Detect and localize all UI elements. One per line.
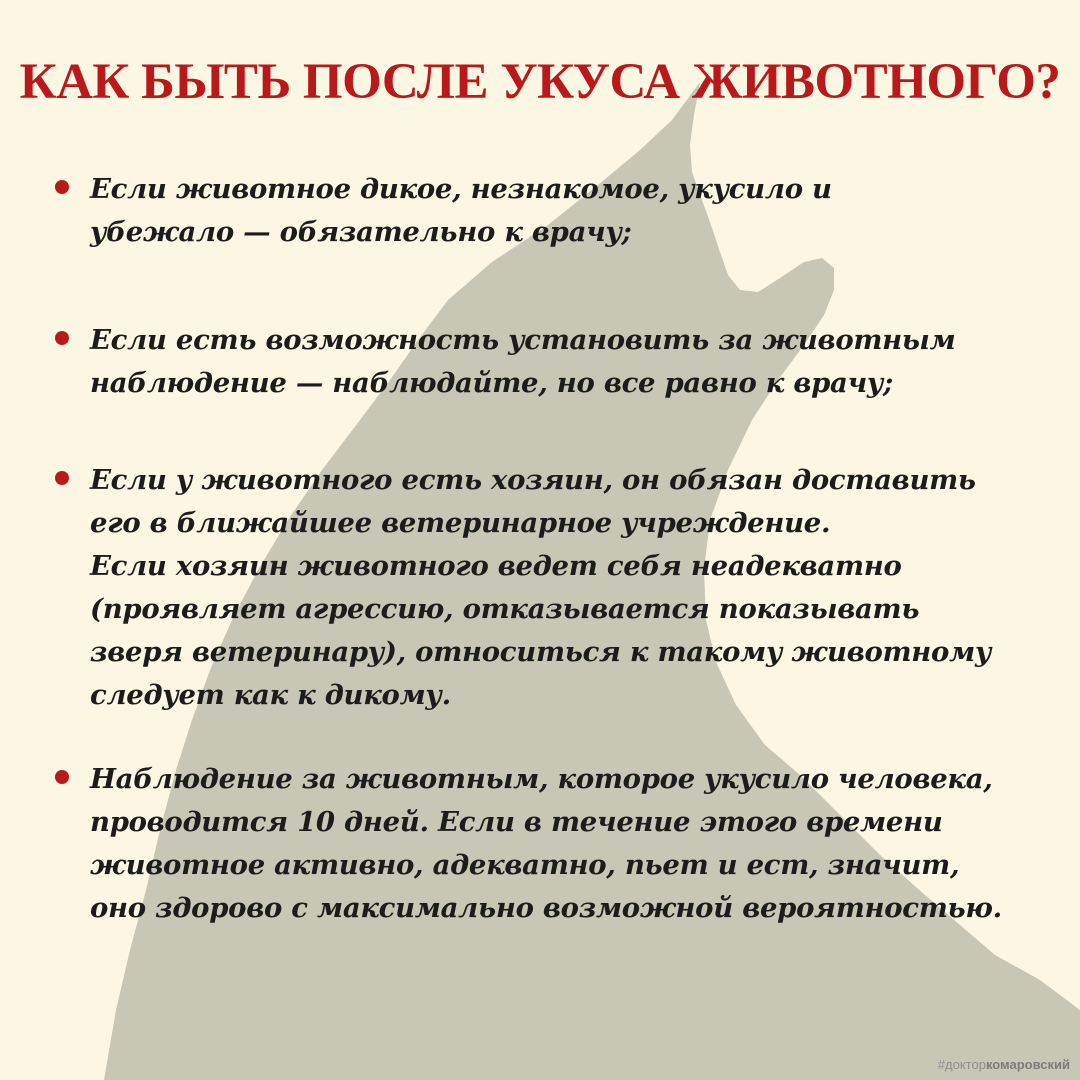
list-item-line: его в ближайшее ветеринарное учреждение. [90, 507, 831, 539]
list-item-line: Если у животного есть хозяин, он обязан доставить [90, 464, 976, 496]
bullet-dot-icon [55, 331, 69, 345]
list-item [90, 168, 1050, 254]
list-item-line: (проявляет агрессию, отказывается показывать [90, 593, 920, 625]
list-item [90, 319, 1050, 405]
list-item-line: следует как к дикому. [90, 679, 451, 711]
bullet-dot-icon [55, 180, 69, 194]
list-item-line: Если животное дикое, незнакомое, укусило и [90, 173, 832, 205]
list-item-line: зверя ветеринару), относиться к такому животному [90, 636, 992, 668]
list-item-line: оно здорово с максимально возможной вероятностью. [90, 892, 1002, 924]
list-item-line: убежало — обязательно к врачу; [90, 216, 632, 248]
page-title: КАК БЫТЬ ПОСЛЕ УКУСА ЖИВОТНОГО? [19, 54, 1061, 110]
list-item-line: животное активно, адекватно, пьет и ест, значит, [90, 849, 960, 881]
list-item-line: Наблюдение за животным, которое укусило человека, [90, 763, 993, 795]
list-item-line: Если хозяин животного ведет себя неадекватно [90, 550, 902, 582]
list-item [90, 758, 1050, 930]
list-item-line: наблюдение — наблюдайте, но все равно к врачу; [90, 367, 893, 399]
bullet-dot-icon [55, 770, 69, 784]
hashtag-watermark [938, 1057, 1070, 1072]
watermark-prefix: #доктор [937, 1057, 986, 1072]
list-item-line: проводится 10 дней. Если в течение этого времени [90, 806, 943, 838]
list-item [90, 459, 1050, 717]
list-item-line: Если есть возможность установить за животным [90, 324, 956, 356]
watermark-brand: комаровский [985, 1057, 1070, 1072]
bullet-dot-icon [55, 471, 69, 485]
